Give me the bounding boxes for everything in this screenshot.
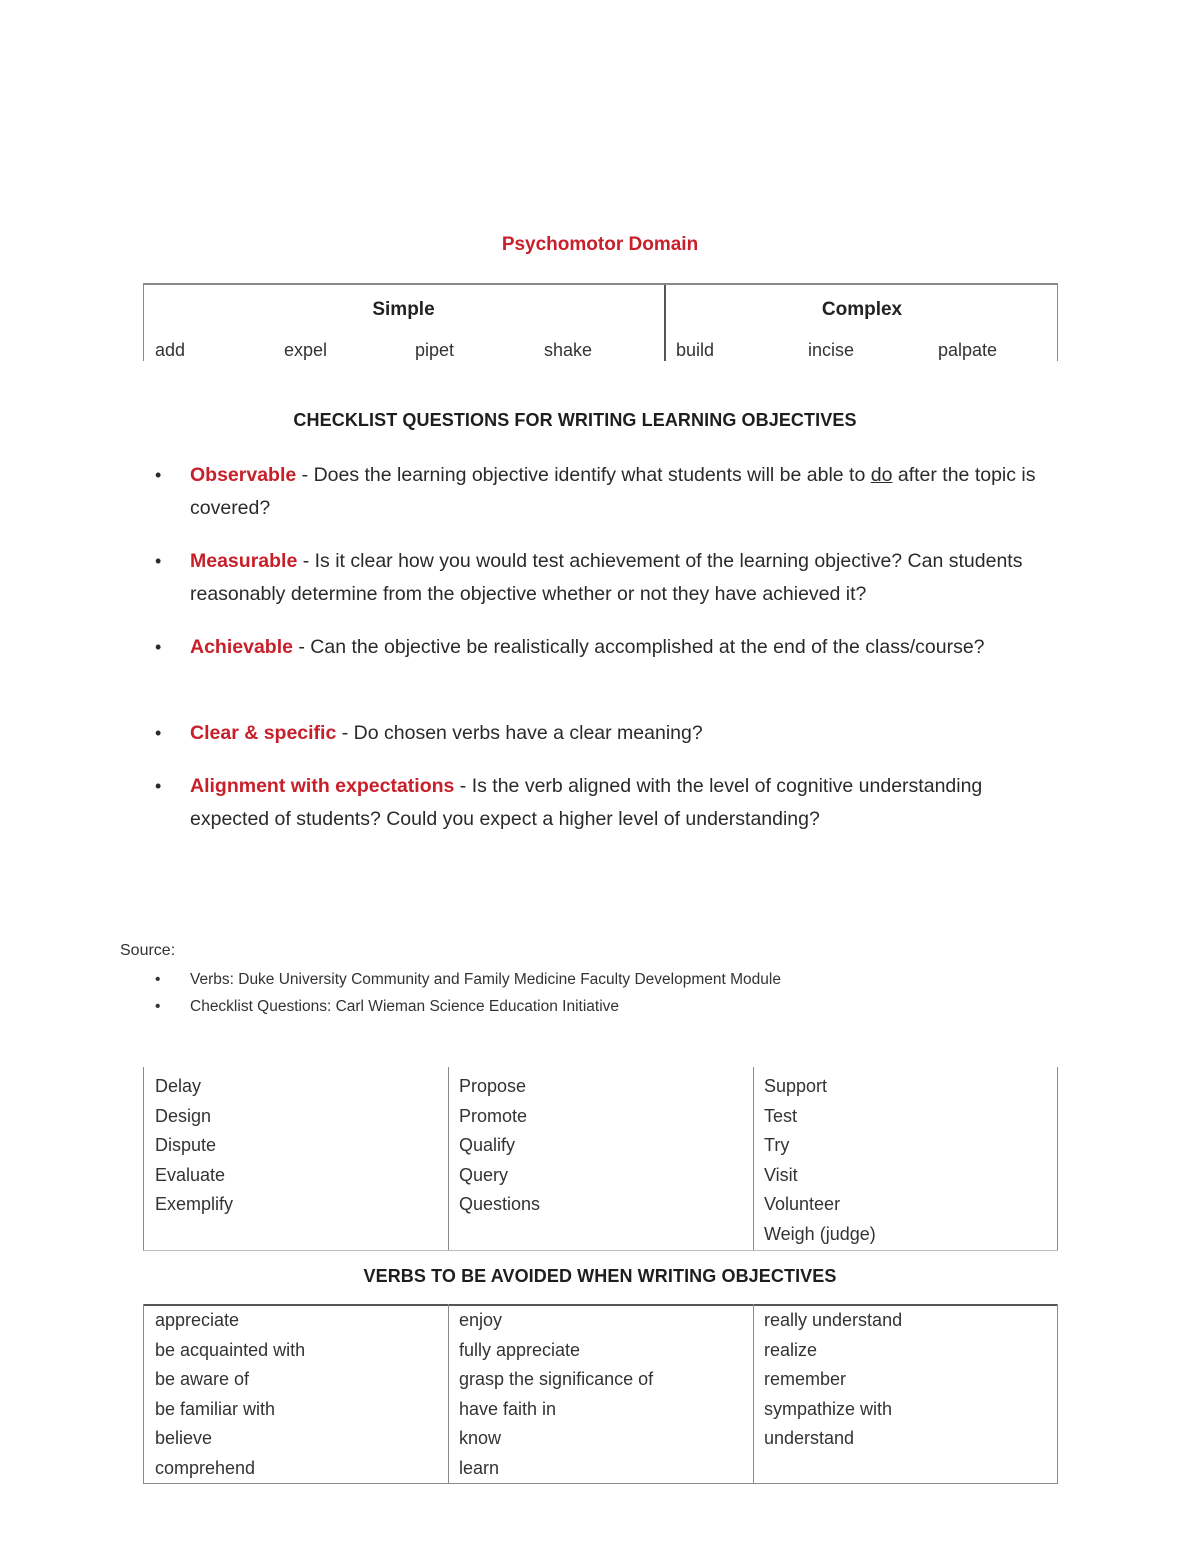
verb-item: Qualify xyxy=(459,1135,516,1155)
table-divider xyxy=(448,1067,449,1251)
simple-header: Simple xyxy=(372,299,435,320)
bullet: • xyxy=(155,465,162,485)
checklist-item-clear-specific xyxy=(155,717,1055,750)
avoid-column-3 xyxy=(764,1306,902,1454)
source-item xyxy=(155,998,1055,1020)
avoid-verb-item: have faith in xyxy=(459,1398,557,1419)
checklist-item-observable xyxy=(155,459,1055,525)
verb-item: Promote xyxy=(459,1105,528,1126)
verb-item: Support xyxy=(764,1076,828,1096)
verb-item: Propose xyxy=(459,1076,527,1096)
complex-header: Complex xyxy=(821,299,903,320)
avoid-verb-item: know xyxy=(459,1428,502,1448)
bullet: • xyxy=(155,776,162,796)
simple-verb: expel xyxy=(284,340,328,360)
complex-verb: incise xyxy=(808,340,855,360)
verbs-column-1 xyxy=(155,1072,233,1220)
table-divider xyxy=(448,1304,449,1484)
table-border-left xyxy=(143,1304,144,1484)
table-border-right xyxy=(1057,1304,1058,1484)
checklist-text: - Is it clear how you would test achievement of the learning objective? Can students reasonably determine from the objective whether or not they have achieved it? xyxy=(190,550,1023,605)
avoid-verb-item: grasp the significance of xyxy=(459,1369,654,1389)
checklist-item-achievable xyxy=(155,631,1055,697)
bullet: • xyxy=(155,723,162,743)
simple-verb: shake xyxy=(544,340,593,360)
checklist-term: Achievable xyxy=(190,636,293,658)
avoid-verb-item: really understand xyxy=(764,1310,903,1330)
bullet: • xyxy=(155,551,162,571)
verb-item: Design xyxy=(155,1105,212,1126)
verb-item: Visit xyxy=(764,1164,798,1185)
verb-item: Evaluate xyxy=(155,1164,226,1185)
avoid-title: VERBS TO BE AVOIDED WHEN WRITING OBJECTIVES xyxy=(363,1266,837,1286)
table-divider xyxy=(753,1067,754,1251)
verb-item: Dispute xyxy=(155,1135,217,1155)
avoid-verb-item: fully appreciate xyxy=(459,1339,581,1360)
table-border-bottom xyxy=(143,1250,1058,1251)
avoid-verb-item: enjoy xyxy=(459,1310,503,1330)
avoid-verb-item: realize xyxy=(764,1339,818,1360)
table-border-left xyxy=(143,1067,144,1251)
table-divider xyxy=(753,1304,754,1484)
table-border-right xyxy=(1057,285,1058,361)
checklist-title: CHECKLIST QUESTIONS FOR WRITING LEARNING OBJECTIVES xyxy=(293,410,857,430)
verb-item: Questions xyxy=(459,1194,541,1214)
source-text: Verbs: Duke University Community and Family Medicine Faculty Development Module xyxy=(190,971,781,988)
avoid-table xyxy=(143,1304,1058,1484)
checklist-term: Alignment with expectations xyxy=(190,775,455,797)
bullet: • xyxy=(155,971,161,988)
checklist-item-alignment xyxy=(155,770,1055,836)
avoid-verb-item: appreciate xyxy=(155,1310,240,1330)
verbs-column-2 xyxy=(459,1072,540,1220)
avoid-verb-item: believe xyxy=(155,1428,213,1448)
complex-verb: build xyxy=(676,340,715,360)
complex-verb: palpate xyxy=(938,340,998,360)
avoid-verb-item: comprehend xyxy=(155,1457,256,1478)
bullet: • xyxy=(155,998,161,1015)
bullet: • xyxy=(155,637,162,657)
source-label: Source: xyxy=(120,942,176,959)
avoid-verb-item: remember xyxy=(764,1369,847,1389)
checklist-text: - Is the verb aligned with the level of cognitive understanding expected of students? Could you expect a higher level of understanding? xyxy=(190,775,983,830)
verb-item: Query xyxy=(459,1164,509,1185)
table-border-bottom xyxy=(143,1483,1058,1484)
psychomotor-title: Psychomotor Domain xyxy=(501,234,699,255)
checklist-text: after the topic is covered? xyxy=(190,464,1036,519)
checklist-text: - Does the learning objective identify what students will be able to xyxy=(296,464,871,486)
table-divider xyxy=(664,285,666,361)
verbs-column-3 xyxy=(764,1072,876,1249)
avoid-verb-item: be acquainted with xyxy=(155,1339,306,1360)
source-item xyxy=(155,971,1055,993)
checklist-item-measurable xyxy=(155,545,1055,611)
psychomotor-table xyxy=(143,283,1058,361)
avoid-verb-item: be aware of xyxy=(155,1369,250,1389)
checklist-term: Observable xyxy=(190,464,297,486)
source-text: Checklist Questions: Carl Wieman Science Education Initiative xyxy=(190,998,620,1015)
checklist-text: - Do chosen verbs have a clear meaning? xyxy=(336,722,703,744)
verb-item: Try xyxy=(764,1135,790,1155)
table-border-left xyxy=(143,285,144,361)
simple-verb: add xyxy=(155,340,186,360)
checklist-underlined-text: do xyxy=(870,464,893,486)
checklist-text: - Can the objective be realistically accomplished at the end of the class/course? xyxy=(292,636,985,658)
verb-item: Exemplify xyxy=(155,1194,234,1214)
table-border-right xyxy=(1057,1067,1058,1251)
avoid-column-1 xyxy=(155,1306,305,1483)
avoid-column-2 xyxy=(459,1306,653,1483)
verb-item: Test xyxy=(764,1105,798,1126)
avoid-verb-item: learn xyxy=(459,1457,500,1478)
verb-item: Delay xyxy=(155,1076,202,1096)
verbs-table xyxy=(143,1067,1058,1251)
avoid-verb-item: understand xyxy=(764,1428,855,1448)
verb-item: Weigh (judge) xyxy=(764,1223,876,1244)
avoid-verb-item: sympathize with xyxy=(764,1398,893,1419)
avoid-verb-item: be familiar with xyxy=(155,1398,276,1419)
verb-item: Volunteer xyxy=(764,1194,841,1214)
checklist-term: Clear & specific xyxy=(190,722,337,744)
checklist-term: Measurable xyxy=(190,550,298,572)
simple-verb: pipet xyxy=(415,340,455,360)
